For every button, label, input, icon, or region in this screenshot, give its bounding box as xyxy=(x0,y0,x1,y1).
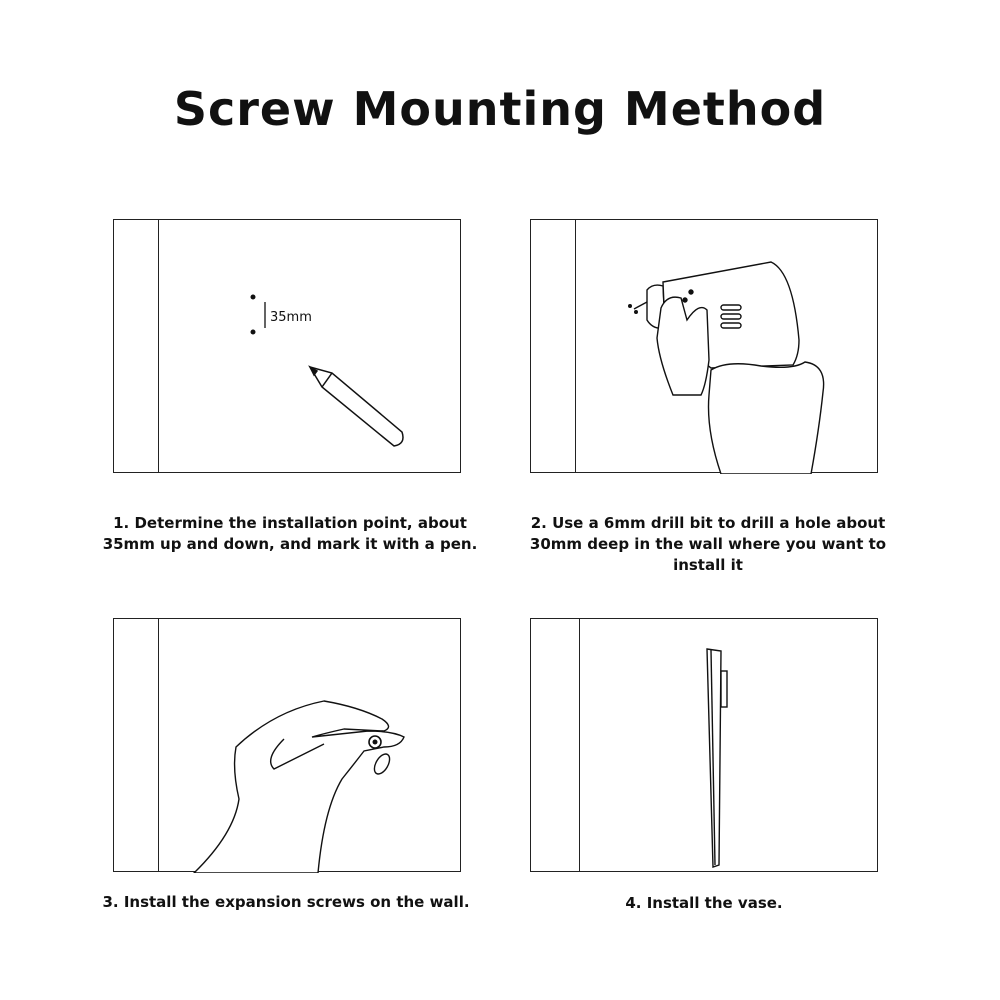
screw-install-drawing xyxy=(114,619,462,873)
screw-icon xyxy=(369,736,381,748)
hand-icon xyxy=(194,701,404,873)
step-2-caption: 2. Use a 6mm drill bit to drill a hole about 30mm deep in the wall where you want to install it xyxy=(529,514,887,574)
vase-icon xyxy=(707,649,727,867)
lower-mark-dot xyxy=(251,330,256,335)
drilling-drawing xyxy=(531,220,879,474)
page-title: Screw Mounting Method xyxy=(173,82,827,136)
step-1-illustration xyxy=(113,219,461,473)
pen-icon xyxy=(310,367,403,446)
upper-mark-dot xyxy=(251,295,256,300)
vase-install-drawing xyxy=(531,619,879,873)
step-1-caption: 1. Determine the installation point, about 35mm up and down, and mark it with a pen. xyxy=(102,514,478,553)
step-4-illustration xyxy=(530,618,878,872)
measurement-label: 35mm xyxy=(270,310,312,325)
step-4-caption: 4. Install the vase. xyxy=(625,894,783,912)
step-2-illustration xyxy=(530,219,878,473)
step-3-caption: 3. Install the expansion screws on the wall. xyxy=(102,893,470,911)
lower-mark-dot xyxy=(634,310,638,314)
mark-point-drawing xyxy=(114,220,462,474)
step-3-illustration xyxy=(113,618,461,872)
upper-mark-dot xyxy=(628,304,632,308)
